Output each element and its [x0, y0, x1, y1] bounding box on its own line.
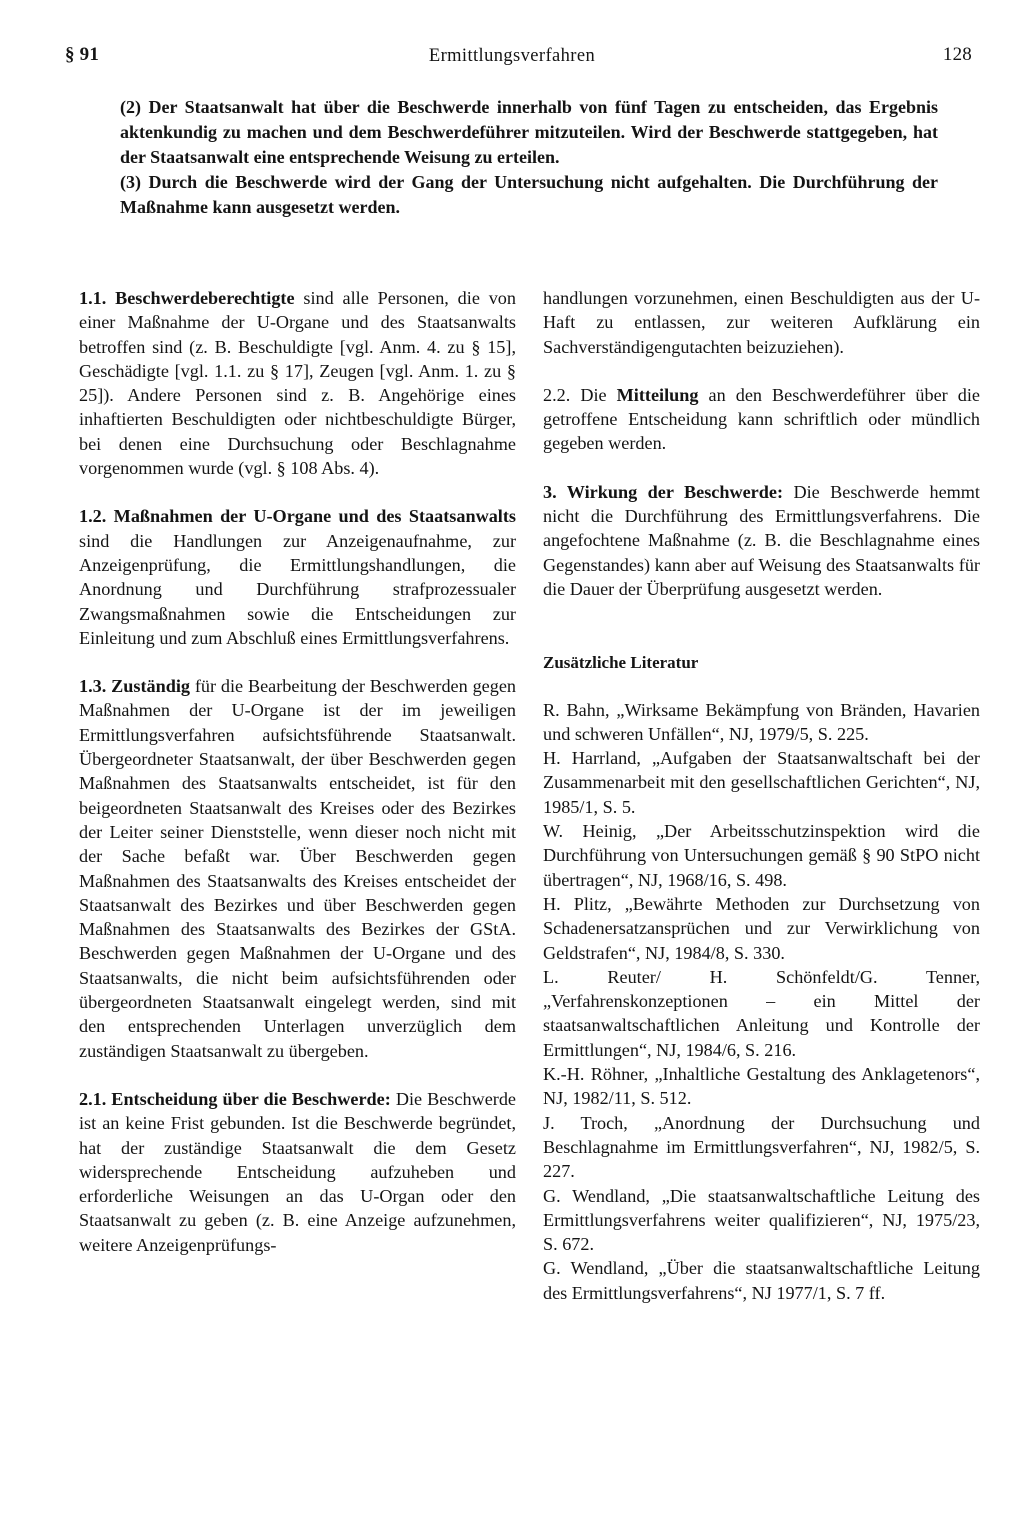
- annotation-lead: 3. Wirkung der Beschwerde:: [543, 481, 783, 502]
- annotation-2-2: [543, 383, 980, 456]
- literature-item: H. Harrland, „Aufgaben der Staatsanwaltschaft bei der Zusammenarbeit mit den gesellschaftlichen Gerichten“, NJ, 1985/1, S. 5.: [543, 748, 980, 817]
- page-number: 128: [942, 44, 972, 65]
- annotation-1-3: [79, 674, 516, 1063]
- annotation-3: [543, 480, 980, 601]
- annotation-text: an den Beschwerdeführer über die getroffene Entscheidung kann schriftlich oder mündlich gegeben werden.: [543, 384, 980, 454]
- annotation-text: sind alle Personen, die von einer Maßnahme der U-Organe und des Staatsanwalts betroffen sind (z. B. Beschuldigte [vgl. Anm. 4. zu § 15], Geschädigte [vgl. 1.1. zu § 17], Zeugen [vgl. Anm. 1. zu § 25]). Andere Personen sind z. B. Angehörige eines inhaftierten Beschuldigten oder nichtbeschuldigte Bürger, bei denen eine Durchsuchung oder Beschlagnahme vorgenommen wurde (vgl. § 108 Abs. 4).: [79, 288, 516, 479]
- right-column: [543, 286, 980, 1305]
- section-number: § 91: [65, 44, 100, 65]
- literature-item: K.-H. Röhner, „Inhaltliche Gestaltung des Anklagetenors“, NJ, 1982/11, S. 512.: [543, 1064, 980, 1109]
- annotation-lead: 1.3. Zuständig: [79, 676, 190, 697]
- law-text: [120, 95, 938, 220]
- continued-paragraph: handlungen vorzunehmen, einen Beschuldigten aus der U-Haft zu entlassen, zur weiteren Aufklärung ein Sachverständigengutachten beizuziehen).: [543, 288, 980, 357]
- literature-item: J. Troch, „Anordnung der Durchsuchung und Beschlagnahme im Ermittlungsverfahren“, NJ, 1982/5, S. 227.: [543, 1112, 980, 1182]
- literature-item: H. Plitz, „Bewährte Methoden zur Durchsetzung von Schadenersatzansprüchen und zur Verwirklichung von Geldstrafen“, NJ, 1984/8, S. 330.: [543, 893, 980, 963]
- annotation-text: für die Bearbeitung der Beschwerden gegen Maßnahmen der U-Organe ist der im jeweiligen Ermittlungsverfahren aufsichtsführende Staatsanwalt. Übergeordneter Staatsanwalt, der über Beschwerden gegen Maßnahmen des Staatsanwalts entscheidet, ist für den beigeordneten Staatsanwalt des Kreises oder des Bezirkes der Leiter seiner Dienststelle, wenn dieser noch nicht mit der Sache befaßt war. Über Beschwerden gegen Maßnahmen des Staatsanwalts des Kreises entscheidet der Staatsanwalt des Bezirkes und über Beschwerden gegen Maßnahmen des Staatsanwalts des Bezirkes der GStA. Beschwerden gegen Maßnahmen der U-Organe und des Staatsanwalts, die nicht beim aufsichtsführenden oder übergeordneten Staatsanwalt eingelegt werden, sind mit den entsprechenden Unterlagen unverzüglich dem zuständigen Staatsanwalt zu übergeben.: [79, 676, 516, 1061]
- annotation-lead: 1.1. Beschwerdeberechtigte: [79, 288, 295, 308]
- annotation-text: Die Beschwerde hemmt nicht die Durchführung des Ermittlungsverfahrens. Die angefochtene Maßnahme (z. B. die Beschlagnahme eines Gegenstandes) kann aber auf Weisung des Staatsanwalts für die Dauer der Überprüfung ausgesetzt werden.: [543, 481, 980, 599]
- annotation-lead: 1.2. Maßnahmen der U-Organe und des Staatsanwalts: [79, 506, 516, 527]
- literature-item: G. Wendland, „Die staatsanwaltschaftliche Leitung des Ermittlungsverfahrens weiter qualifizieren“, NJ, 1975/23, S. 672.: [543, 1185, 980, 1255]
- literature-list: [543, 698, 980, 1305]
- law-paragraph-2: (2) Der Staatsanwalt hat über die Beschwerde innerhalb von fünf Tagen zu entscheiden, das Ergebnis aktenkundig zu machen und dem Beschwerdeführer mitzuteilen. Wird der Beschwerde stattgegeben, hat der Staatsanwalt eine entsprechende Weisung zu erteilen.: [120, 97, 938, 167]
- literature-item: R. Bahn, „Wirksame Bekämpfung von Bränden, Havarien und schweren Unfällen“, NJ, 1979/5, S. 225.: [543, 699, 980, 744]
- running-title: Ermittlungsverfahren: [428, 46, 596, 66]
- law-paragraph-3: (3) Durch die Beschwerde wird der Gang der Untersuchung nicht aufgehalten. Die Durchführung der Maßnahme kann ausgesetzt werden.: [120, 172, 938, 217]
- annotation-lead-prefix: 2.2. Die: [543, 384, 617, 405]
- left-column: [79, 286, 516, 1281]
- annotation-2-1: [79, 1087, 516, 1257]
- literature-heading: Zusätzliche Literatur: [543, 653, 699, 673]
- annotation-text: Die Beschwerde ist an keine Frist gebunden. Ist die Beschwerde begründet, hat der zuständige Staatsanwalt die dem Gesetz widersprechende Entscheidung aufzuheben und erforderliche Weisungen an das U-Organ oder den Staatsanwalt zu geben (z. B. eine Anzeige aufzunehmen, weitere Anzeigenprüfungs-: [79, 1088, 516, 1255]
- literature-item: W. Heinig, „Der Arbeitsschutzinspektion wird die Durchführung von Untersuchungen gemäß § 90 StPO nicht übertragen“, NJ, 1968/16, S. 498.: [543, 821, 980, 890]
- annotation-1-1: [79, 286, 516, 480]
- annotation-1-2: [79, 504, 516, 650]
- annotation-text: sind die Handlungen zur Anzeigenaufnahme, zur Anzeigenprüfung, die Ermittlungshandlungen, die Anordnung und Durchführung strafprozessualer Zwangsmaßnahmen sowie die Entscheidungen zur Einleitung und zum Abschluß eines Ermittlungsverfahrens.: [79, 530, 516, 648]
- annotation-lead: Mitteilung: [616, 384, 699, 405]
- annotation-lead: 2.1. Entscheidung über die Beschwerde:: [79, 1088, 391, 1109]
- literature-item: G. Wendland, „Über die staatsanwaltschaftliche Leitung des Ermittlungsverfahrens“, NJ 1977/1, S. 7 ff.: [543, 1258, 980, 1303]
- literature-item: L. Reuter/ H. Schönfeldt/G. Tenner, „Verfahrenskonzeptionen – ein Mittel der staatsanwaltschaftlichen Anleitung und Kontrolle der Ermittlungen“, NJ, 1984/6, S. 216.: [543, 966, 980, 1060]
